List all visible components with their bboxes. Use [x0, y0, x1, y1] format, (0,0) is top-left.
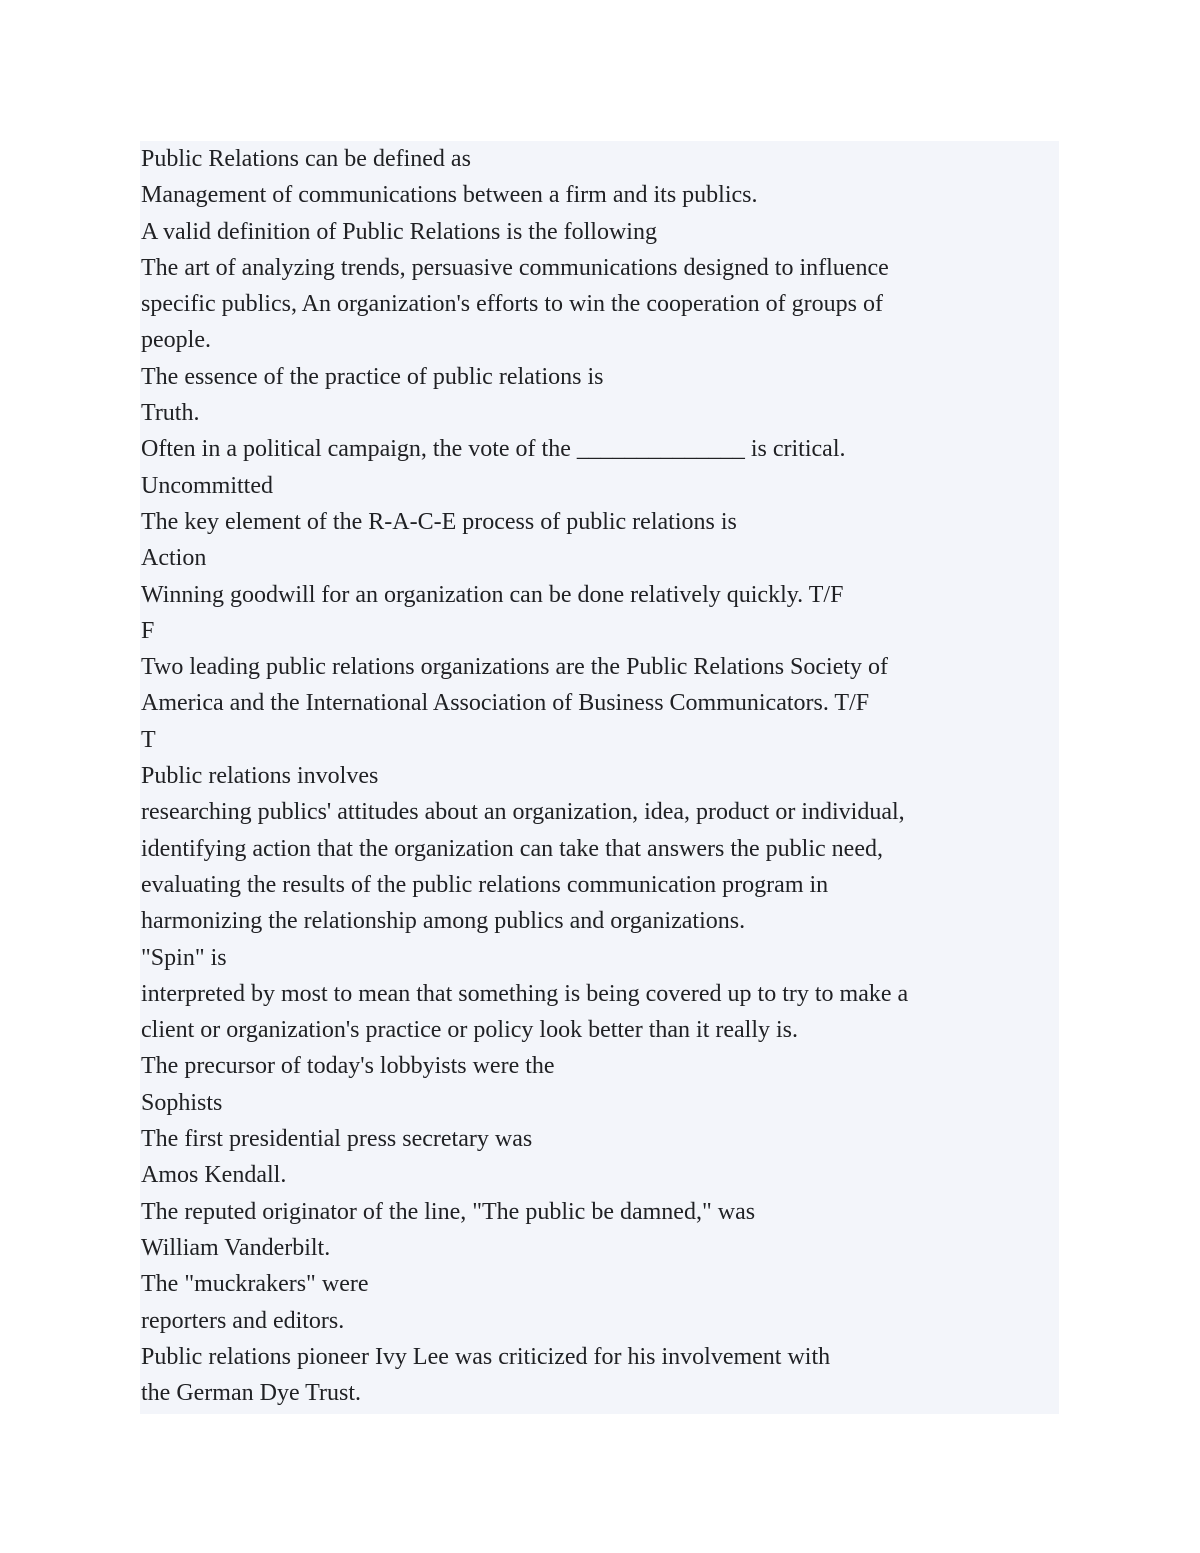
question-line: Often in a political campaign, the vote of the ______________ is critical. [141, 436, 846, 463]
answer-line: client or organization's practice or policy look better than it really is. [141, 1017, 798, 1044]
question-line: Winning goodwill for an organization can be done relatively quickly. T/F [141, 581, 844, 608]
document-text-block [140, 141, 1059, 1414]
question-line: Public relations involves [141, 763, 379, 790]
answer-line: Sophists [141, 1089, 223, 1116]
question-line: The "muckrakers" were [141, 1271, 369, 1298]
answer-line: F [141, 617, 155, 644]
answer-line: researching publics' attitudes about an organization, idea, product or individual, [141, 799, 905, 826]
answer-line: Amos Kendall. [141, 1162, 287, 1189]
answer-line: William Vanderbilt. [141, 1234, 331, 1261]
question-line: America and the International Association of Business Communicators. T/F [141, 690, 870, 717]
question-line: The first presidential press secretary was [141, 1126, 533, 1153]
answer-line: people. [141, 327, 211, 354]
question-line: Public Relations can be defined as [141, 146, 471, 172]
answer-line: T [141, 726, 156, 753]
answer-line: reporters and editors. [141, 1307, 345, 1334]
question-line: "Spin" is [141, 944, 227, 971]
answer-line: Management of communications between a firm and its publics. [141, 182, 758, 209]
question-line: A valid definition of Public Relations is the following [141, 218, 657, 245]
answer-line: interpreted by most to mean that something is being covered up to try to make a [141, 980, 909, 1007]
answer-line: Truth. [141, 400, 200, 427]
question-line: Two leading public relations organizations are the Public Relations Society of [141, 654, 889, 681]
answer-line: specific publics, An organization's efforts to win the cooperation of groups of [141, 291, 883, 318]
answer-line: the German Dye Trust. [141, 1380, 361, 1407]
question-line: Public relations pioneer Ivy Lee was criticized for his involvement with [141, 1343, 831, 1370]
question-line: The key element of the R-A-C-E process of public relations is [141, 508, 737, 535]
answer-line: harmonizing the relationship among publics and organizations. [141, 908, 746, 935]
answer-line: evaluating the results of the public relations communication program in [141, 871, 829, 898]
answer-line: Action [141, 545, 207, 572]
question-line: The reputed originator of the line, "The public be damned," was [141, 1198, 756, 1225]
answer-line: Uncommitted [141, 472, 273, 499]
question-line: The precursor of today's lobbyists were the [141, 1053, 555, 1080]
answer-line: The art of analyzing trends, persuasive communications designed to influence [141, 254, 889, 281]
question-line: The essence of the practice of public relations is [141, 363, 604, 390]
answer-line: identifying action that the organization can take that answers the public need, [141, 835, 883, 862]
